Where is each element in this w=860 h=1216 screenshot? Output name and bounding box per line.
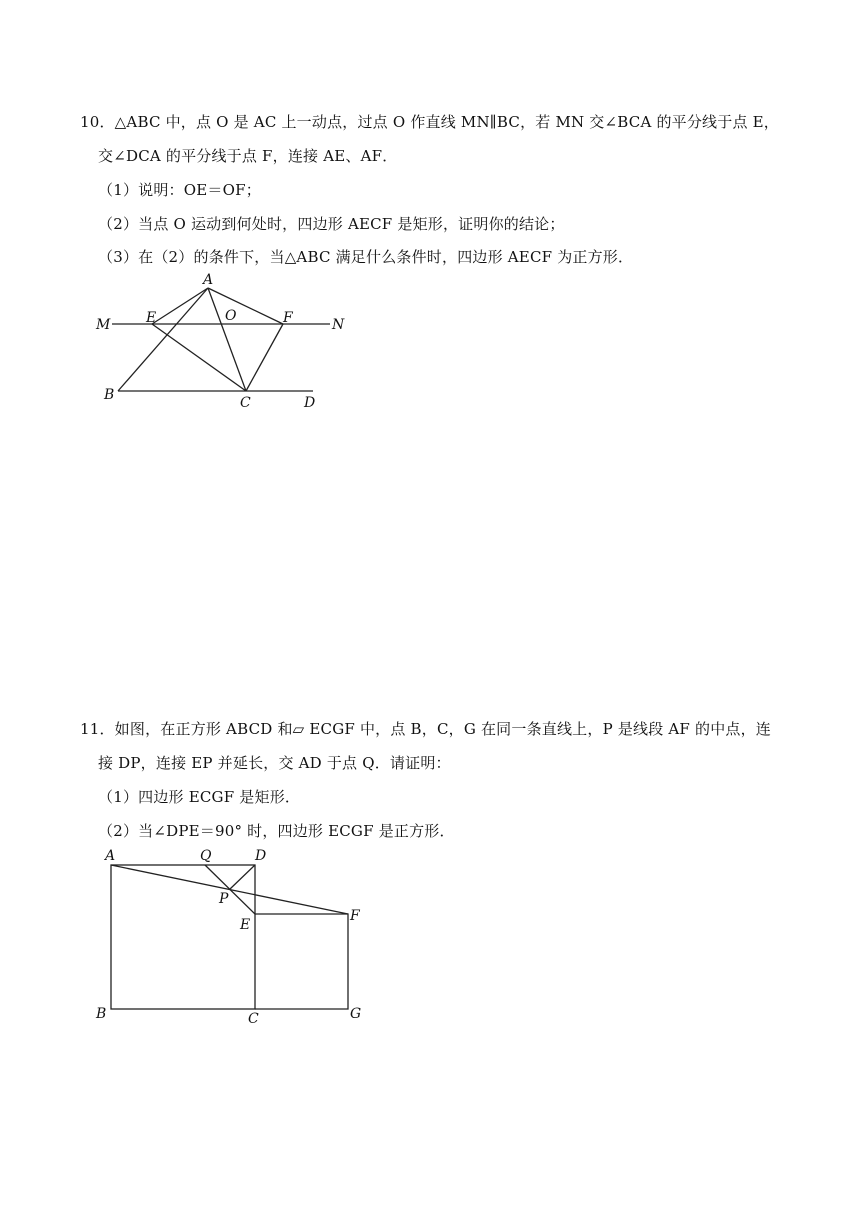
segment-ae	[152, 288, 208, 324]
label-m: M	[96, 317, 111, 333]
label-f: F	[283, 310, 293, 326]
label-f: F	[350, 908, 360, 924]
label-a: A	[105, 848, 116, 864]
problem-11-line-2: 接 DP，连接 EP 并延长，交 AD 于点 Q．请证明：	[98, 754, 451, 772]
problem-11-figure	[90, 842, 380, 1032]
label-e: E	[146, 310, 157, 326]
label-o: O	[225, 308, 237, 324]
segment-fc	[246, 324, 283, 391]
segment-dp	[230, 865, 255, 889]
label-b: B	[104, 387, 115, 403]
problem-10-part-1: （1）说明：OE＝OF；	[98, 181, 261, 199]
label-b: B	[96, 1006, 107, 1022]
problem-11-part-1: （1）四边形 ECGF 是矩形．	[98, 788, 301, 806]
problem-10-line-1: 10．△ABC 中，点 O 是 AC 上一动点，过点 O 作直线 MN∥BC，若 MN 交∠BCA 的平分线于点 E，	[80, 113, 779, 131]
segment-ec	[152, 324, 246, 391]
problem-11-line-1: 11．如图，在正方形 ABCD 和▱ ECGF 中，点 B，C，G 在同一条直线上，P 是线段 AF 的中点，连	[80, 720, 772, 738]
label-c: C	[248, 1011, 259, 1027]
label-g: G	[350, 1006, 362, 1022]
label-q: Q	[200, 848, 212, 864]
label-c: C	[240, 395, 251, 411]
label-d: D	[304, 395, 316, 411]
label-e: E	[240, 917, 251, 933]
parallelogram-ecgf	[255, 914, 348, 1009]
segment-ab	[118, 288, 208, 391]
problem-10-part-3: （3）在（2）的条件下，当△ABC 满足什么条件时，四边形 AECF 为正方形．	[98, 248, 634, 266]
label-d: D	[255, 848, 267, 864]
problem-11-part-2: （2）当∠DPE＝90° 时，四边形 ECGF 是正方形．	[98, 822, 455, 840]
label-a: A	[203, 272, 214, 288]
problem-10-line-2: 交∠DCA 的平分线于点 F，连接 AE、AF．	[98, 147, 398, 165]
problem-10-part-2: （2）当点 O 运动到何处时，四边形 AECF 是矩形，证明你的结论；	[98, 215, 565, 233]
problem-10-figure	[90, 268, 360, 418]
label-p: P	[219, 891, 229, 907]
label-n: N	[332, 317, 345, 333]
